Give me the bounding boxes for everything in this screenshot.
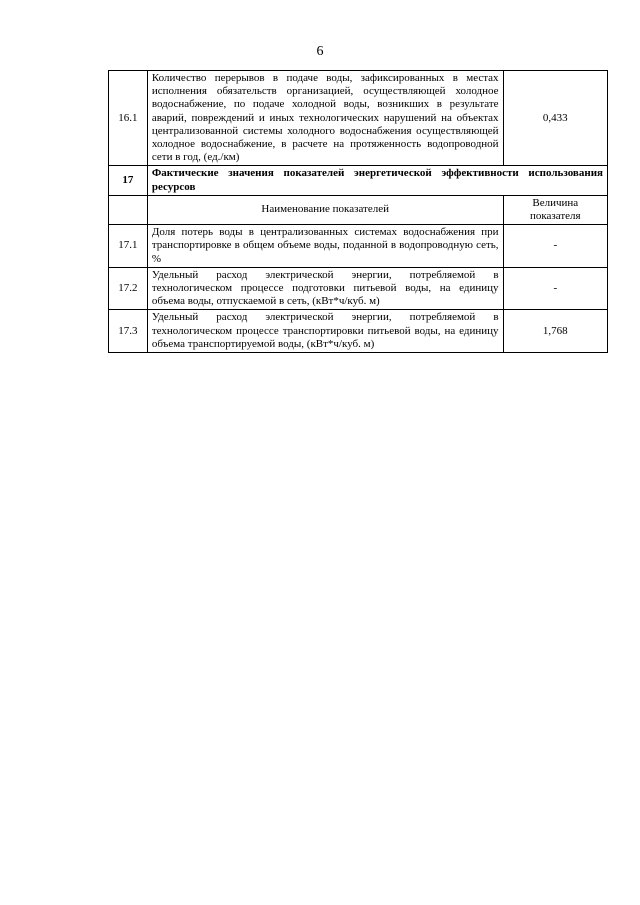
row-value: 0,433 <box>503 71 607 166</box>
row-number: 17.3 <box>109 310 148 353</box>
header-row <box>109 195 608 224</box>
header-empty-cell <box>109 195 148 224</box>
header-name: Наименование показателей <box>147 195 503 224</box>
row-value: 1,768 <box>503 310 607 353</box>
section-number: 17 <box>109 166 148 195</box>
header-value: Величина показателя <box>503 195 607 224</box>
section-row <box>109 166 608 195</box>
row-number: 17.1 <box>109 225 148 268</box>
table-row <box>109 225 608 268</box>
row-description: Доля потерь воды в централизованных системах водоснабжения при транспортировке в общем объеме воды, поданной в водопроводную сеть, % <box>147 225 503 268</box>
row-description: Удельный расход электрической энергии, потребляемой в технологическом процессе транспортировки питьевой воды, на единицу объема транспортируемой воды, (кВт*ч/куб. м) <box>147 310 503 353</box>
row-description: Количество перерывов в подаче воды, зафиксированных в местах исполнения обязательств организацией, осуществляющей холодное водоснабжение, по подаче холодной воды, возникших в результате аварий, повреждений и иных технологических нарушений на объектах централизованной системы холодного водоснабжения осуществляющей холодное водоснабжение, в расчете на протяженность водопроводной сети в год, (ед./км) <box>147 71 503 166</box>
table-row <box>109 310 608 353</box>
section-title: Фактические значения показателей энергетической эффективности использования ресурсов <box>147 166 607 195</box>
table-row <box>109 71 608 166</box>
row-number: 16.1 <box>109 71 148 166</box>
indicators-table <box>108 70 608 353</box>
row-description: Удельный расход электрической энергии, потребляемой в технологическом процессе подготовки питьевой воды, на единицу объема воды, отпускаемой в сеть, (кВт*ч/куб. м) <box>147 267 503 310</box>
page-number: 6 <box>316 44 324 59</box>
table-row <box>109 267 608 310</box>
row-value: - <box>503 225 607 268</box>
row-number: 17.2 <box>109 267 148 310</box>
row-value: - <box>503 267 607 310</box>
